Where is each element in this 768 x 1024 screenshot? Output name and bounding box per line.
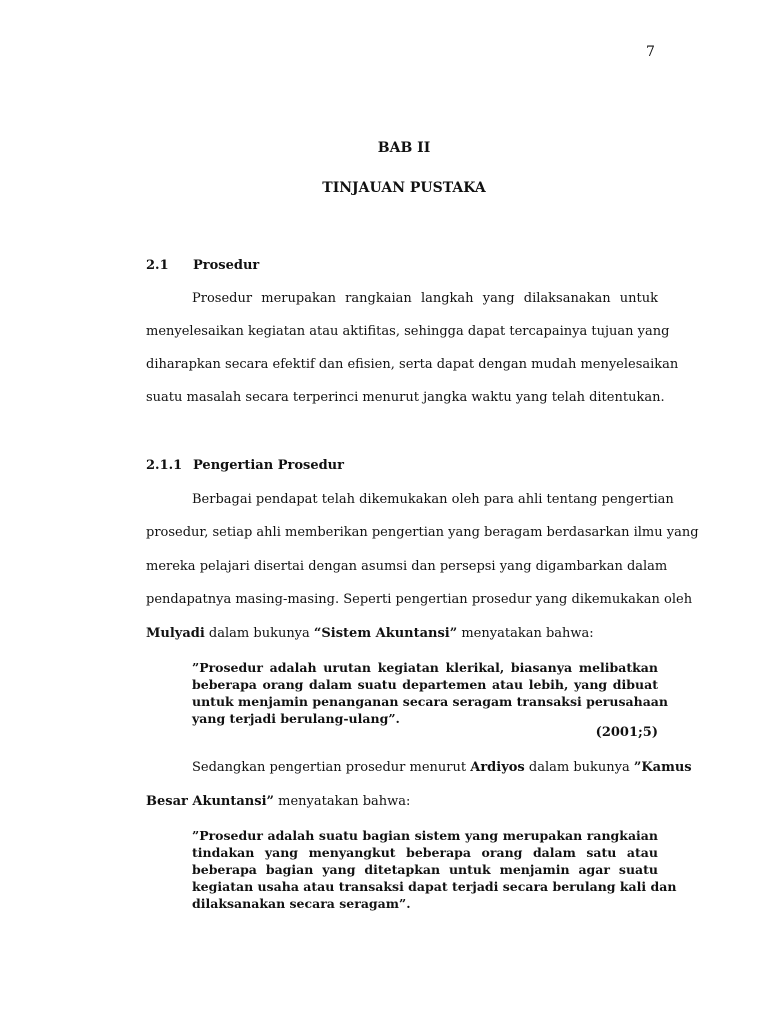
block-quote xyxy=(192,659,668,727)
intro-text: dalam bukunya xyxy=(524,760,634,775)
book-title: “Sistem Akuntansi” xyxy=(313,626,458,641)
chapter-title: BAB II xyxy=(377,140,431,156)
quote-citation: (2001;5) xyxy=(595,725,658,740)
book-title: ”Kamus xyxy=(633,760,692,775)
section-title: Pengertian Prosedur xyxy=(193,458,344,473)
chapter-subtitle: TINJAUAN PUSTAKA xyxy=(322,180,486,196)
intro-text: menyatakan bahwa: xyxy=(274,794,411,809)
paragraph-line: pendapatnya masing-masing. Seperti pengertian prosedur yang dikemukakan oleh xyxy=(146,592,693,607)
book-title: Besar Akuntansi” xyxy=(146,794,274,809)
section-heading-2-1 xyxy=(146,258,259,273)
quote-line: tindakan yang menyangkut beberapa orang dalam satu atau xyxy=(192,845,658,860)
intro-text: dalam bukunya xyxy=(204,626,314,641)
intro-text: menyatakan bahwa: xyxy=(457,626,594,641)
section-heading-2-1-1 xyxy=(146,458,344,473)
page-number: 7 xyxy=(646,44,655,60)
quote-line: beberapa orang dalam suatu departemen atau lebih, yang dibuat xyxy=(192,677,658,692)
quote-intro-line xyxy=(146,794,658,809)
quote-intro-line xyxy=(146,626,658,641)
section-title: Prosedur xyxy=(193,258,260,273)
paragraph-line: mereka pelajari disertai dengan asumsi dan persepsi yang digambarkan dalam xyxy=(146,559,668,574)
author-name: Ardiyos xyxy=(470,760,525,775)
section-number: 2.1 xyxy=(146,258,169,273)
quote-line: kegiatan usaha atau transaksi dapat terjadi secara berulang kali dan xyxy=(192,879,677,894)
author-name: Mulyadi xyxy=(146,626,205,641)
quote-line: ”Prosedur adalah urutan kegiatan klerikal, biasanya melibatkan xyxy=(192,660,658,675)
paragraph-line: Prosedur merupakan rangkaian langkah yang dilaksanakan untuk xyxy=(192,291,658,306)
quote-line: yang terjadi berulang-ulang”. xyxy=(192,711,400,726)
paragraph-line: menyelesaikan kegiatan atau aktifitas, sehingga dapat tercapainya tujuan yang xyxy=(146,324,670,339)
block-quote xyxy=(192,827,677,912)
quote-line: beberapa bagian yang ditetapkan untuk menjamin agar suatu xyxy=(192,862,658,877)
paragraph-line: prosedur, setiap ahli memberikan pengertian yang beragam berdasarkan ilmu yang xyxy=(146,525,699,540)
quote-line: untuk menjamin penanganan secara seragam transaksi perusahaan xyxy=(192,694,668,709)
paragraph-line: suatu masalah secara terperinci menurut jangka waktu yang telah ditentukan. xyxy=(146,390,665,405)
quote-line: dilaksanakan secara seragam”. xyxy=(192,896,411,911)
section-number: 2.1.1 xyxy=(146,458,183,473)
paragraph-line: Berbagai pendapat telah dikemukakan oleh para ahli tentang pengertian xyxy=(192,492,674,507)
quote-intro-line xyxy=(192,760,692,775)
paragraph-line: diharapkan secara efektif dan efisien, serta dapat dengan mudah menyelesaikan xyxy=(146,357,679,372)
quote-line: ”Prosedur adalah suatu bagian sistem yang merupakan rangkaian xyxy=(192,828,658,843)
intro-text: Sedangkan pengertian prosedur menurut xyxy=(192,760,471,775)
